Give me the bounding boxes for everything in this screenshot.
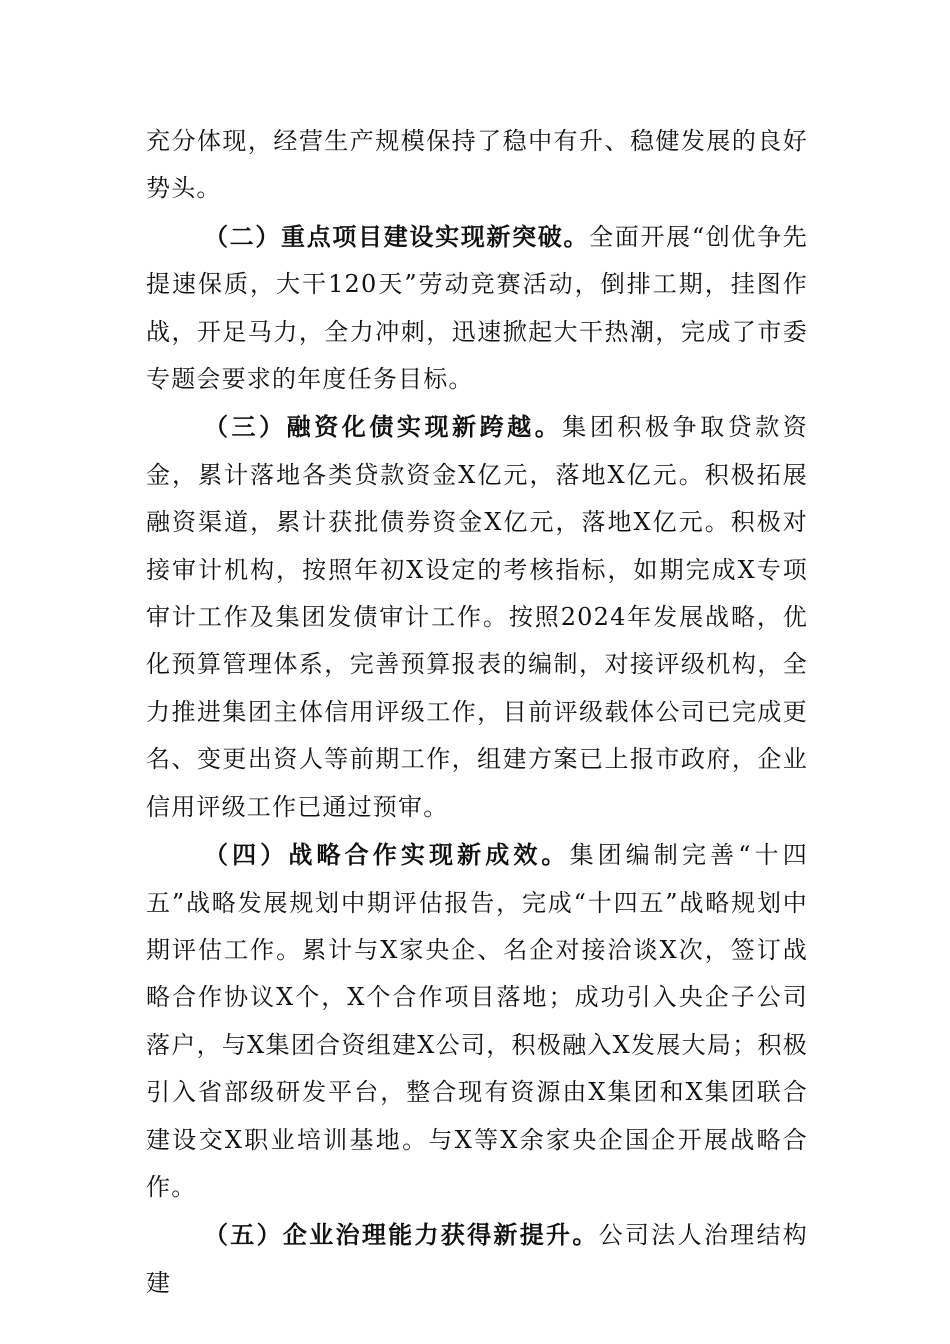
- section-heading: （四）战略合作实现新成效。: [204, 840, 570, 870]
- paragraph-text: 集团积极争取贷款资金，累计落地各类贷款资金X亿元，落地X亿元。积极拓展融资渠道，累计获批债券资金X亿元，落地X亿元。积极对接审计机构，按照年初X设定的考核指标，如期完成X专项审计工作及集团发债审计工作。按照2024年发展战略，优化预算管理体系，完善预算报表的编制，对接评级机构，全力推进集团主体信用评级工作，目前评级载体公司已完成更名、变更出资人等前期工作，组建方案已上报市政府，企业信用评级工作已通过预审。: [146, 413, 808, 821]
- paragraph-continuation: [146, 118, 808, 213]
- paragraph-section-3: [146, 403, 808, 831]
- document-body: [146, 118, 808, 1307]
- paragraph-text: 公司法人治理结构建: [146, 1221, 809, 1297]
- paragraph-section-5: [146, 1211, 808, 1307]
- paragraph-text: 全面开展“创优争先提速保质，大干120天”劳动竞赛活动，倒排工期，挂图作战，开足马力，全力冲刺，迅速掀起大干热潮，完成了市委专题会要求的年度任务目标。: [146, 222, 808, 394]
- paragraph-section-4: [146, 831, 808, 1211]
- paragraph-text: 充分体现，经营生产规模保持了稳中有升、稳健发展的良好势头。: [146, 127, 808, 203]
- section-heading: （二）重点项目建设实现新突破。: [204, 221, 590, 251]
- section-heading: （三）融资化债实现新跨越。: [204, 412, 563, 442]
- paragraph-section-2: [146, 213, 808, 404]
- paragraph-text: 集团编制完善“十四五”战略发展规划中期评估报告，完成“十四五”战略规划中期评估工作。累计与X家央企、名企对接洽谈X次，签订战略合作协议X个，X个合作项目落地；成功引入央企子公司落户，与X集团合资组建X公司，积极融入X发展大局；积极引入省部级研发平台，整合现有资源由X集团和X集团联合建设交X职业培训基地。与X等X余家央企国企开展战略合作。: [146, 841, 808, 1201]
- section-heading: （五）企业治理能力获得新提升。: [204, 1220, 599, 1250]
